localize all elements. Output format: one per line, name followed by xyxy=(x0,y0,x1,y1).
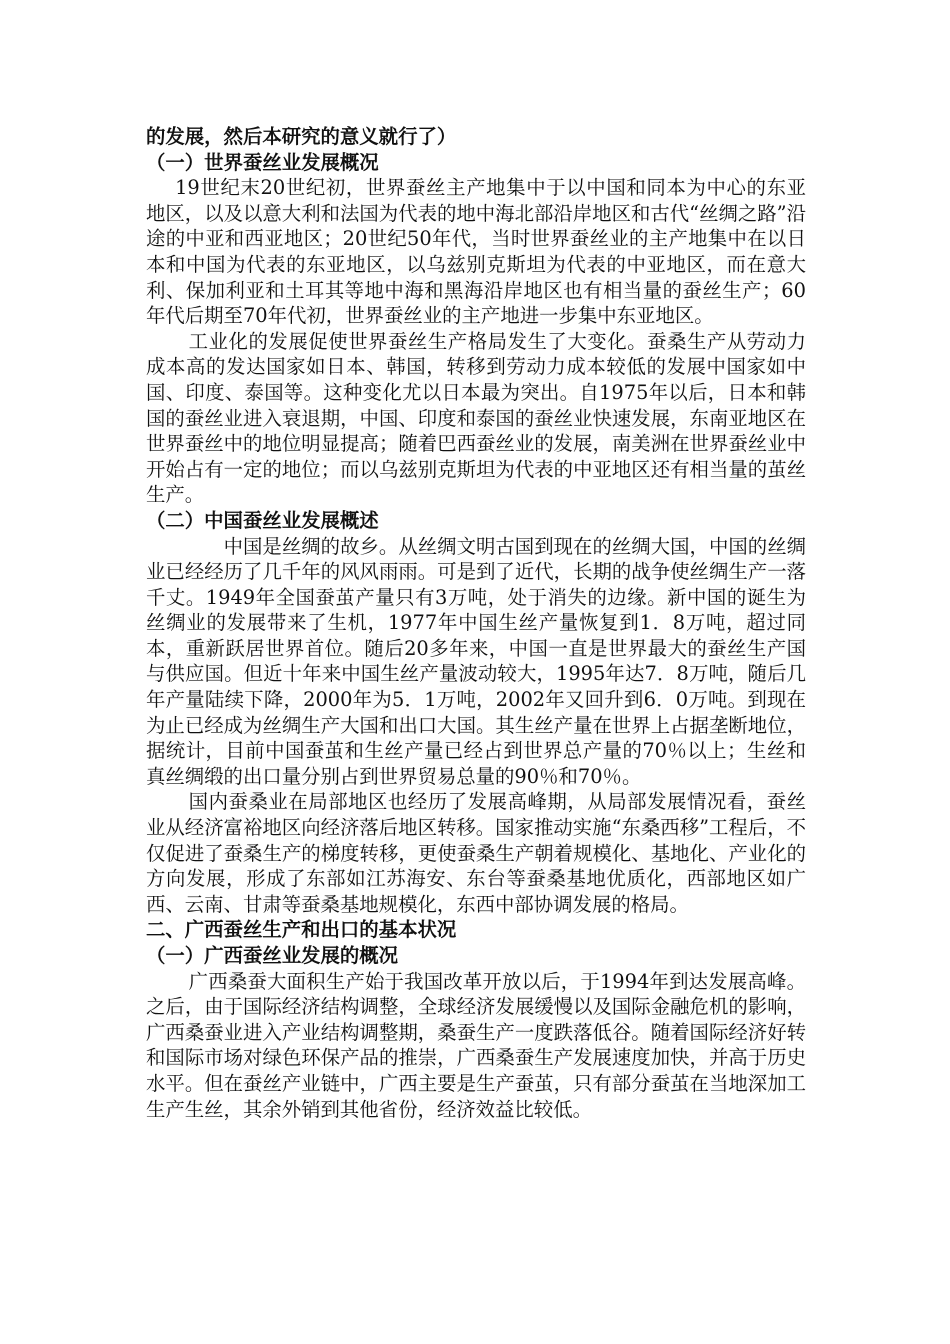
paragraph-guangxi-overview-1: 广西桑蚕大面积生产始于我国改革开放以后，于1994年到达发展高峰。之后，由于国际经济结构调整，全球经济发展缓慢以及国际金融危机的影响，广西桑蚕业进入产业结构调整期，桑蚕生产一度跌落低谷。随着国际经济好转和国际市场对绿色环保产品的推崇，广西桑蚕生产发展速度加快，并高于历史水平。但在蚕丝产业链中，广西主要是生产蚕茧，只有部分蚕茧在当地深加工生产生丝，其余外销到其他省份，经济效益比较低。 xyxy=(146,969,806,1121)
paragraph-china-sericulture-1: 中国是丝绸的故乡。从丝绸文明古国到现在的丝绸大国，中国的丝绸业已经经历了几千年的风风雨雨。可是到了近代，长期的战争使丝绸生产一落千丈。1949年全国蚕茧产量只有3万吨，处于消失的边缘。新中国的诞生为丝绸业的发展带来了生机，1977年中国生丝产量恢复到1．8万吨，超过同本，重新跃居世界首位。随后20多年来，中国一直是世界最大的蚕丝生产国与供应国。但近十年来中国生丝产量波动较大，1995年达7．8万吨，随后几年产量陆续下降，2000年为5．1万吨，2002年又回升到6．0万吨。到现在为止已经成为丝绸生产大国和出口大国。其生丝产量在世界上占据垄断地位，据统计，目前中国蚕茧和生丝产量已经占到世界总产量的70％以上；生丝和真丝绸缎的出口量分别占到世界贸易总量的90％和70％。 xyxy=(146,534,806,788)
document-page xyxy=(146,124,806,1122)
paragraph-world-sericulture-1: 19世纪末20世纪初，世界蚕丝主产地集中于以中国和同本为中心的东亚地区，以及以意大利和法国为代表的地中海北部沿岸地区和古代“丝绸之路”沿途的中亚和西亚地区；20世纪50年代，当时世界蚕丝业的主产地集中在以日本和中国为代表的东亚地区，以乌兹别克斯坦为代表的中亚地区，而在意大利、保加利亚和土耳其等地中海和黑海沿岸地区也有相当量的蚕丝生产；60年代后期至70年代初，世界蚕丝业的主产地进一步集中东亚地区。 xyxy=(146,176,806,328)
section-heading-guangxi-overview: （一）广西蚕丝业发展的概况 xyxy=(146,944,399,967)
paragraph-world-sericulture-2: 工业化的发展促使世界蚕丝生产格局发生了大变化。蚕桑生产从劳动力成本高的发达国家如日本、韩国，转移到劳动力成本较低的发展中国家如中国、印度、泰国等。这种变化尤以日本最为突出。自1975年以后，日本和韩国的蚕丝业进入衰退期，中国、印度和泰国的蚕丝业快速发展，东南亚地区在世界蚕丝中的地位明显提高；随着巴西蚕丝业的发展，南美洲在世界蚕丝业中开始占有一定的地位；而以乌兹别克斯坦为代表的中亚地区还有相当量的茧丝生产。 xyxy=(146,329,806,507)
paragraph-china-sericulture-2: 国内蚕桑业在局部地区也经历了发展高峰期，从局部发展情况看，蚕丝业从经济富裕地区向经济落后地区转移。国家推动实施“东桑西移”工程后，不仅促进了蚕桑生产的梯度转移，更使蚕桑生产朝着规模化、基地化、产业化的方向发展，形成了东部如江苏海安、东台等蚕桑基地优质化，西部地区如广西、云南、甘肃等蚕桑基地规模化，东西中部协调发展的格局。 xyxy=(146,790,806,916)
lead-line: 的发展，然后本研究的意义就行了） xyxy=(146,125,457,148)
section-heading-world-sericulture: （一）世界蚕丝业发展概况 xyxy=(146,150,379,174)
section-heading-guangxi-production: 二、广西蚕丝生产和出口的基本状况 xyxy=(146,918,457,942)
section-heading-china-sericulture: （二）中国蚕丝业发展概述 xyxy=(146,508,379,532)
